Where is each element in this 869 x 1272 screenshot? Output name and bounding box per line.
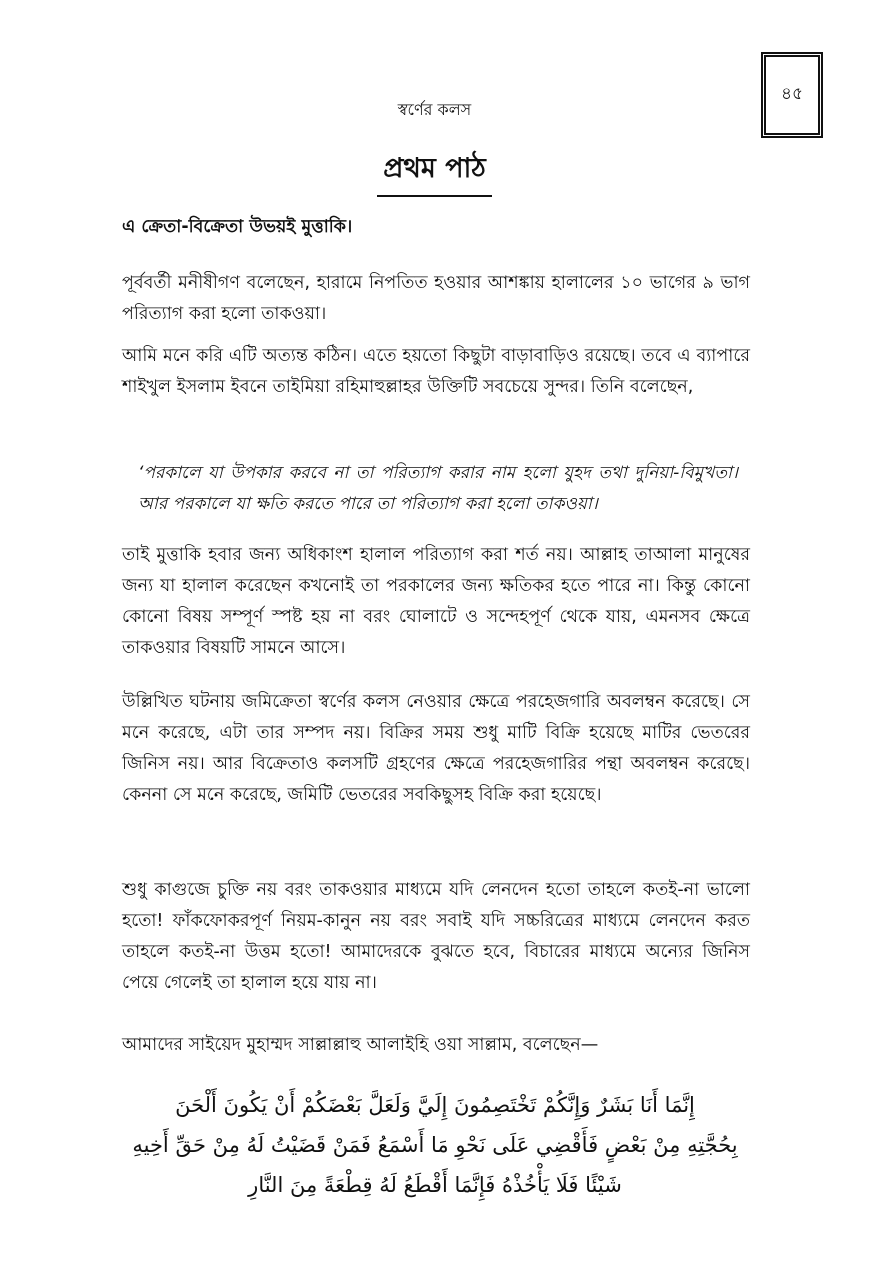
arabic-line-3: شَيْئًا فَلَا يَأْخُذْهُ فَإِنَّمَا أَقْطَعُ لَهُ قِطْعَةً مِنَ النَّارِ	[248, 1173, 622, 1197]
paragraph-2: পূর্ববর্তী মনীষীগণ বলেছেন, হারামে নিপতিত হওয়ার আশঙ্কায় হালালের ১০ ভাগের ৯ ভাগ পরিত্যাগ করা হলো তাকওয়া।	[122, 273, 750, 324]
quotation: ‘পরকালে যা উপকার করবে না তা পরিত্যাগ করার নাম হলো যুহদ তথা দুনিয়া-বিমুখতা। আর পরকালে যা ক্ষতি করতে পারে তা পরিত্যাগ করা হলো তাকওয়া।	[138, 463, 738, 514]
arabic-line-2: بِحُجَّتِهِ مِنْ بَعْضٍ فَأَقْضِي عَلَى نَحْوِ مَا أَسْمَعُ فَمَنْ قَضَيْتُ لَهُ مِنْ حَقِّ أَخِيهِ	[132, 1133, 738, 1157]
paragraph-7: আমাদের সাইয়েদ মুহাম্মদ সাল্লাল্লাহু আলাইহি ওয়া সাল্লাম, বলেছেন—	[122, 1035, 599, 1055]
paragraph-4: তাই মুত্তাকি হবার জন্য অধিকাংশ হালাল পরিত্যাগ করা শর্ত নয়। আল্লাহ তাআলা মানুষের জন্য যা হালাল করেছেন কখনোই তা পরকালের জন্য ক্ষতিকর হতে পারে না। কিন্তু কোনো কোনো বিষয় সম্পূর্ণ স্পষ্ট হয় না বরং ঘোলাটে ও সন্দেহপূর্ণ থেকে যায়, এমনসব ক্ষেত্রে তাকওয়ার বিষয়টি সামনে আসে।	[122, 545, 750, 658]
page-number: ৪৫	[780, 84, 804, 104]
chapter-title: প্রথম পাঠ	[377, 148, 492, 197]
paragraph-lead: এ ক্রেতা-বিক্রেতা উভয়ই মুত্তাকি।	[122, 217, 353, 237]
paragraph-5: উল্লিখিত ঘটনায় জমিক্রেতা স্বর্ণের কলস নেওয়ার ক্ষেত্রে পরহেজগারি অবলম্বন করেছে। সে মনে করেছে, এটা তার সম্পদ নয়। বিক্রির সময় শুধু মাটি বিক্রি হয়েছে মাটির ভেতরের জিনিস নয়। আর বিক্রেতাও কলসটি গ্রহণের ক্ষেত্রে পরহেজগারির পন্থা অবলম্বন করেছে। কেননা সে মনে করেছে, জমিটি ভেতরের সবকিছুসহ বিক্রি করা হয়েছে।	[122, 692, 750, 805]
arabic-line-1: إِنَّمَا أَنَا بَشَرٌ وَإِنَّكُمْ تَخْتَصِمُونَ إِلَيَّ وَلَعَلَّ بَعْضَكُمْ أَنْ يَكُونَ أَلْحَنَ	[175, 1093, 695, 1117]
paragraph-6: শুধু কাগুজে চুক্তি নয় বরং তাকওয়ার মাধ্যমে যদি লেনদেন হতো তাহলে কতই-না ভালো হতো! ফাঁকফোকরপূর্ণ নিয়ম-কানুন নয় বরং সবাই যদি সচ্চরিত্রের মাধ্যমে লেনদেন করত তাহলে কতই-না উত্তম হতো! আমাদেরকে বুঝতে হবে, বিচারের মাধ্যমে অন্যের জিনিস পেয়ে গেলেই তা হালাল হয়ে যায় না।	[122, 880, 750, 993]
paragraph-3: আমি মনে করি এটি অত্যন্ত কঠিন। এতে হয়তো কিছুটা বাড়াবাড়িও রয়েছে। তবে এ ব্যাপারে শাইখুল ইসলাম ইবনে তাইমিয়া রহিমাহুল্লাহর উক্তিটি সবচেয়ে সুন্দর। তিনি বলেছেন,	[122, 346, 750, 397]
chapter-title-wrap	[0, 148, 869, 197]
page-number-box	[761, 52, 823, 138]
arabic-hadith	[110, 1085, 760, 1205]
running-title: স্বর্ণের কলস	[397, 100, 472, 119]
